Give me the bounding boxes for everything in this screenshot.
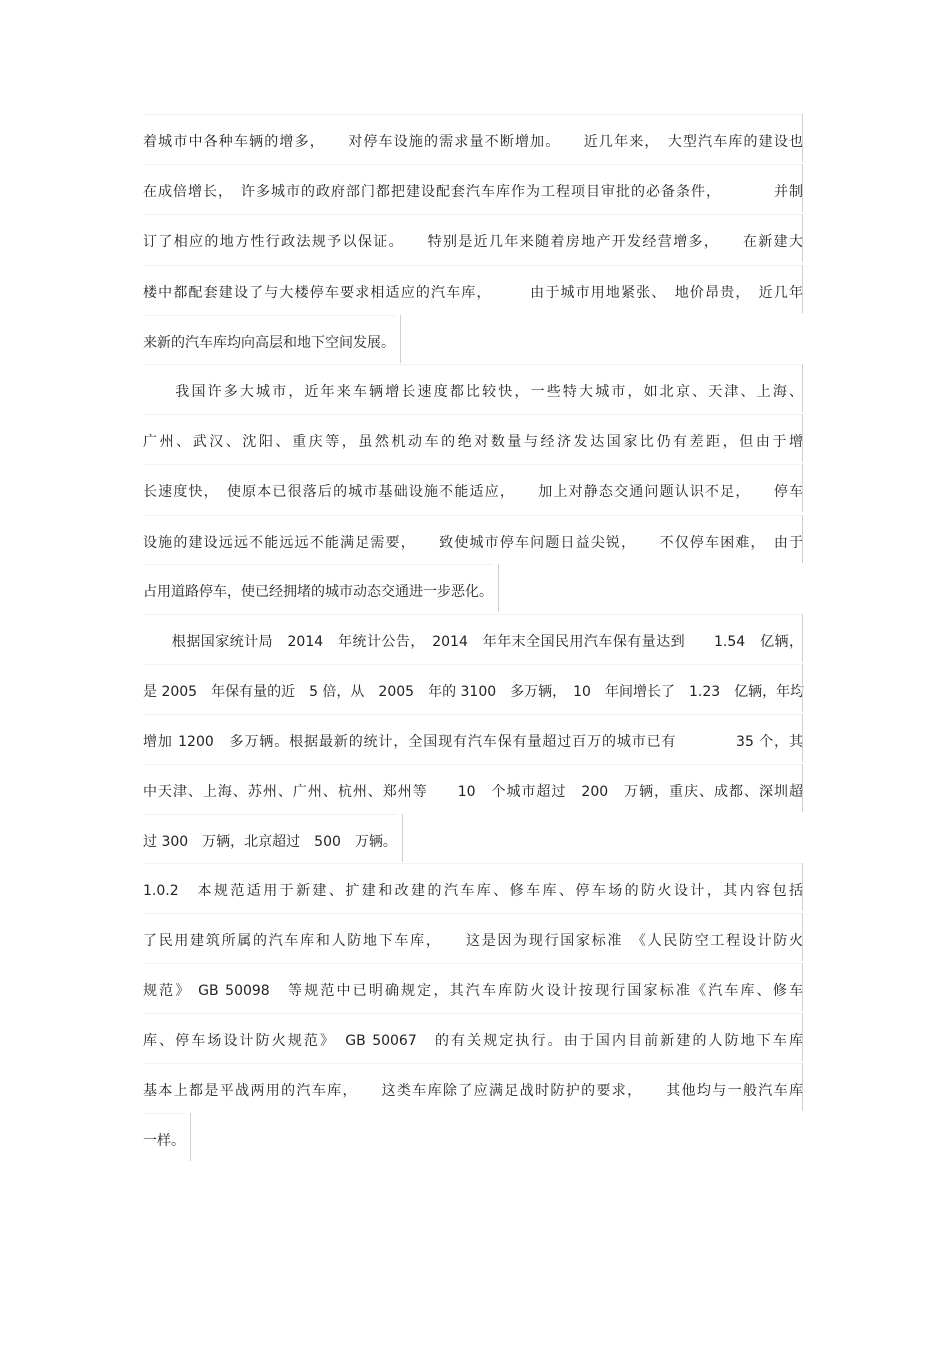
text-line: 订了相应的地方性行政法规予以保证。 特别是近几年来随着房地产开发经营增多， 在新建大 — [143, 228, 803, 256]
text-line: 广州、武汉、沈阳、重庆等，虽然机动车的绝对数量与经济发达国家比仍有差距，但由于增 — [143, 428, 803, 456]
text-line: 楼中都配套建设了与大楼停车要求相适应的汽车库， 由于城市用地紧张、 地价昂贵， 近几年 — [143, 279, 803, 307]
text-line: 了民用建筑所属的汽车库和人防地下车库， 这是因为现行国家标准 《人民防空工程设计防火 — [143, 927, 803, 955]
text-line: 长速度快， 使原本已很落后的城市基础设施不能适应， 加上对静态交通问题认识不足， 停车 — [143, 478, 803, 506]
text-line: 在成倍增长， 许多城市的政府部门都把建设配套汽车库作为工程项目审批的必备条件， 并制 — [143, 178, 803, 206]
text-line: 增加 1200 多万辆。根据最新的统计，全国现有汽车保有量超过百万的城市已有 35 个，其 — [143, 728, 803, 756]
text-line: 规范》 GB 50098 等规范中已明确规定，其汽车库防火设计按现行国家标准《汽车库、修车 — [143, 977, 803, 1005]
text-line: 中天津、上海、苏州、广州、杭州、郑州等 10 个城市超过 200 万辆，重庆、成都、深圳超 — [143, 778, 803, 806]
text-line: 我国许多大城市，近年来车辆增长速度都比较快，一些特大城市，如北京、天津、上海、 — [143, 378, 803, 406]
text-line: 过 300 万辆，北京超过 500 万辆。 — [143, 828, 397, 856]
text-line: 来新的汽车库均向高层和地下空间发展。 — [143, 329, 395, 357]
text-line: 占用道路停车，使已经拥堵的城市动态交通进一步恶化。 — [143, 578, 493, 606]
text-line: 根据国家统计局 2014 年统计公告， 2014 年年末全国民用汽车保有量达到 1.54 亿辆， — [143, 628, 803, 656]
clause-heading-line: 1.0.2 本规范适用于新建、扩建和改建的汽车库、修车库、停车场的防火设计，其内容包括 — [143, 877, 803, 905]
text-line: 设施的建设远远不能远远不能满足需要， 致使城市停车问题日益尖锐， 不仅停车困难， 由于 — [143, 529, 803, 557]
text-line: 基本上都是平战两用的汽车库， 这类车库除了应满足战时防护的要求， 其他均与一般汽车库 — [143, 1077, 803, 1105]
text-line: 库、停车场设计防火规范》 GB 50067 的有关规定执行。由于国内目前新建的人防地下车库 — [143, 1027, 803, 1055]
text-line: 是 2005 年保有量的近 5 倍，从 2005 年的 3100 多万辆， 10 年间增长了 1.23 亿辆，年均 — [143, 678, 803, 706]
text-line: 着城市中各种车辆的增多， 对停车设施的需求量不断增加。 近几年来， 大型汽车库的建设也 — [143, 128, 803, 156]
text-line: 一样。 — [143, 1127, 185, 1155]
